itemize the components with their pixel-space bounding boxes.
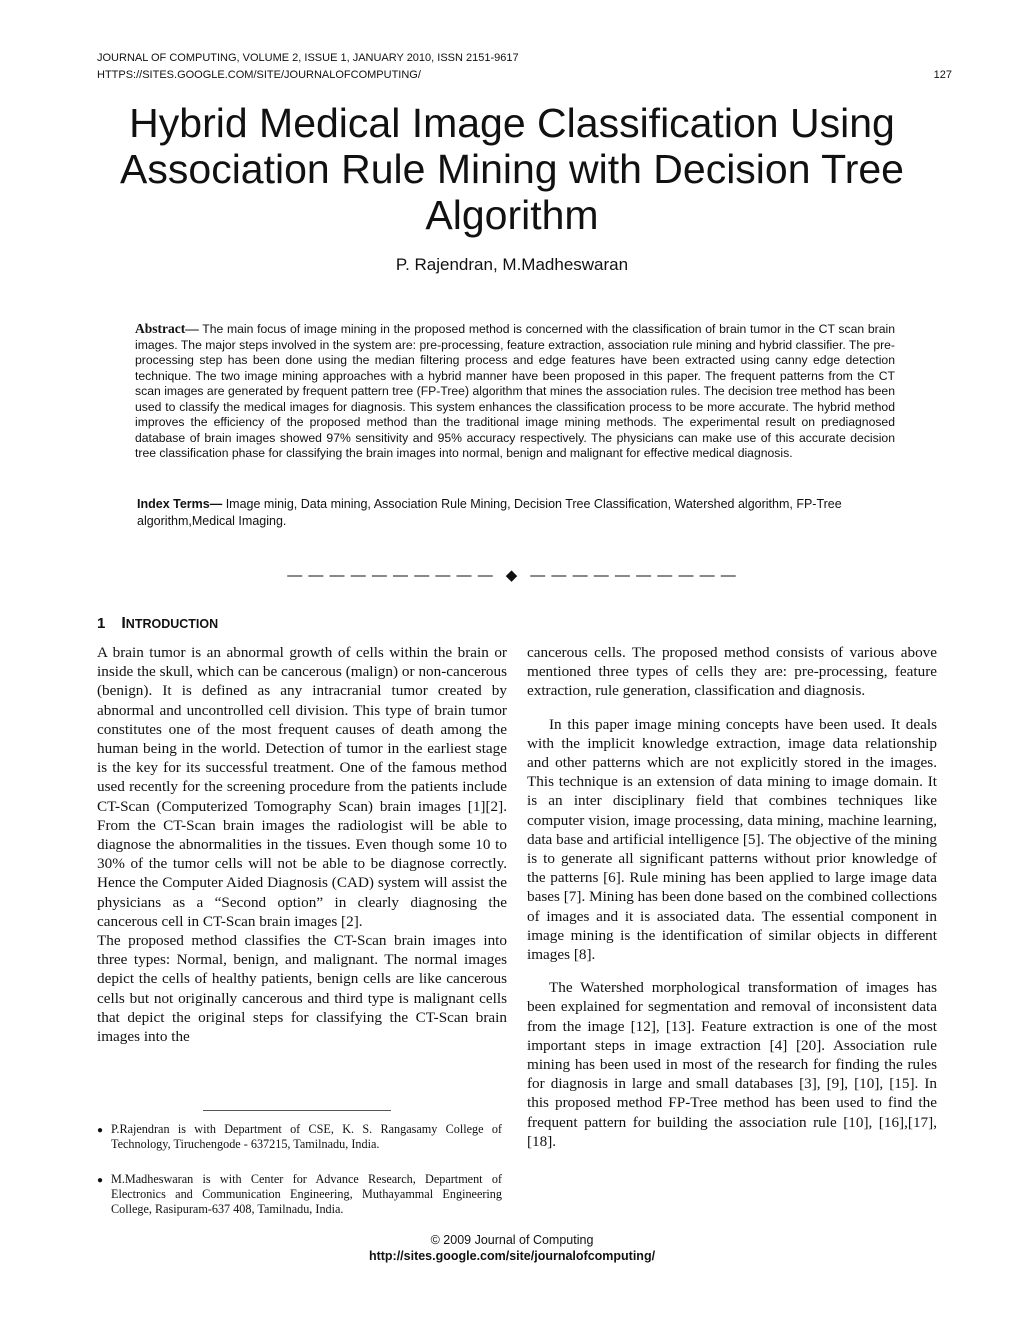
index-terms-label: Index Terms— xyxy=(137,497,223,511)
footer-url: http://sites.google.com/site/journalofcomputing/ xyxy=(368,1249,656,1263)
index-terms-text: Image minig, Data mining, Association Rule Mining, Decision Tree Classification, Watershed algorithm, FP-Tree algorithm,Medical Imaging. xyxy=(137,497,842,528)
diamond-icon: ◆ xyxy=(505,567,519,584)
footnote xyxy=(97,1172,502,1217)
copyright: © 2009 Journal of Computing xyxy=(430,1233,594,1247)
right-column xyxy=(527,643,937,1151)
intro-paragraph-5: The Watershed morphological transformation of images has been explained for segmentation and removal of inconsistent data from the image [12], [13]. Feature extraction is one of the most important steps in image extraction [4] [20]. Association rule mining has been used in most of the research for finding the rules for diagnosis in large and small databases [3], [9], [10], [15]. In this proposed method FP-Tree method has been used to find the frequent pattern for building the association rule [10], [16],[17],[18]. xyxy=(527,979,937,1150)
abstract-label: Abstract— xyxy=(135,321,199,336)
section-number: 1 xyxy=(97,615,106,632)
abstract-text: The main focus of image mining in the proposed method is concerned with the classification of brain tumor in the CT scan brain images. The major steps involved in the system are: pre-processing, feature extraction, association rule mining and hybrid classifier. The pre-processing step has been done using the median filtering process and edge features have been extracted using canny edge detection technique. The two image mining approaches with a hybrid manner have been proposed in this paper. The frequent patterns from the CT scan images are generated by frequent pattern tree (FP-Tree) algorithm that mines the association rules. The decision tree method has been used to classify the medical images for diagnosis. This system enhances the classification process to be more accurate. The hybrid method improves the efficiency of the proposed method than the traditional image mining methods. The experimental result on prediagnosed database of brain images showed 97% sensitivity and 95% accuracy respectively. The physicians can make use of this accurate decision tree classification phase for classifying the brain images into normal, benign and malignant for effective medical diagnosis. xyxy=(135,322,896,460)
footnote-text: P.Rajendran is with Department of CSE, K. S. Rangasamy College of Technology, Tiruchengode - 637215, Tamilnadu, India. xyxy=(111,1122,502,1151)
separator-dashes-left: — — — — — — — — — — xyxy=(287,567,494,584)
running-header xyxy=(97,50,952,84)
intro-paragraph-3: cancerous cells. The proposed method consists of various above mentioned three types of cells they are: pre-processing, feature extraction, rule generation, classification and diagnosis. xyxy=(527,644,937,700)
paper-title: Hybrid Medical Image Classification Using Association Rule Mining with Decision Tree Algorithm xyxy=(120,100,904,238)
bullet-icon: ● xyxy=(97,1175,104,1186)
footnote xyxy=(97,1122,502,1152)
page-footer xyxy=(0,1232,1024,1264)
index-terms xyxy=(137,496,897,530)
bullet-icon: ● xyxy=(97,1125,104,1136)
section-title-initial: I xyxy=(121,615,126,632)
section-heading xyxy=(97,615,218,633)
abstract xyxy=(135,321,895,462)
section-title-rest: NTRODUCTION xyxy=(125,617,219,631)
intro-paragraph-4: In this paper image mining concepts have been used. It deals with the implicit knowledge extraction, image data relationship and other patterns which are not explicitly stored in the images. This technique is an extension of data mining to image domain. It is an inter disciplinary field that combines techniques like computer vision, image processing, data mining, machine learning, data base and artificial intelligence [5]. The objective of the mining is to generate all significant patterns without prior knowledge of the patterns [6]. Rule mining has been applied to large image data bases [7]. Mining has been done based on the combined collections of images and it is associated data. The essential component in image mining is the identification of similar objects in different images [8]. xyxy=(527,715,937,964)
page-number: 127 xyxy=(933,69,952,81)
footnote-text: M.Madheswaran is with Center for Advance Research, Department of Electronics and Communication Engineering, Muthayammal Engineering College, Rasipuram-637 408, Tamilnadu, India. xyxy=(111,1172,502,1216)
left-column xyxy=(97,643,507,1046)
authors: P. Rajendran, M.Madheswaran xyxy=(395,255,629,274)
journal-url-line: HTTPS://SITES.GOOGLE.COM/SITE/JOURNALOFCOMPUTING/ xyxy=(97,69,421,81)
separator-dashes-right: — — — — — — — — — — xyxy=(530,567,737,584)
section-separator xyxy=(0,566,1024,584)
intro-paragraph-1: A brain tumor is an abnormal growth of cells within the brain or inside the skull, which can be cancerous (malign) or non-cancerous (benign). It is defined as any intracranial tumor created by abnormal and uncontrolled cell division. This type of brain tumor constitutes one of the most frequent causes of death among the human being in the world. Detection of tumor in the earliest stage is the key for its successful treatment. One of the famous method used recently for the screening procedure from the patients include CT-Scan (Computerized Tomography Scan) brain images [1][2]. From the CT-Scan brain images the radiologist will be able to diagnose the abnormalities in the tissues. Even though some 10 to 30% of the tumor cells will not be able to be diagnose correctly. Hence the Computer Aided Diagnosis (CAD) system will assist the physicians as a “Second option” in clearly diagnosing the cancerous cell in CT-Scan brain images [2]. xyxy=(97,644,507,930)
footnote-rule xyxy=(203,1110,391,1111)
intro-paragraph-2: The proposed method classifies the CT-Scan brain images into three types: Normal, benign, and malignant. The normal images depict the cells of healthy patients, benign cells are like cancerous cells but not originally cancerous and third type is malignant cells that depict the original steps for classifying the CT-Scan brain images into the xyxy=(97,932,507,1046)
journal-line: JOURNAL OF COMPUTING, VOLUME 2, ISSUE 1, JANUARY 2010, ISSN 2151-9617 xyxy=(97,52,519,64)
